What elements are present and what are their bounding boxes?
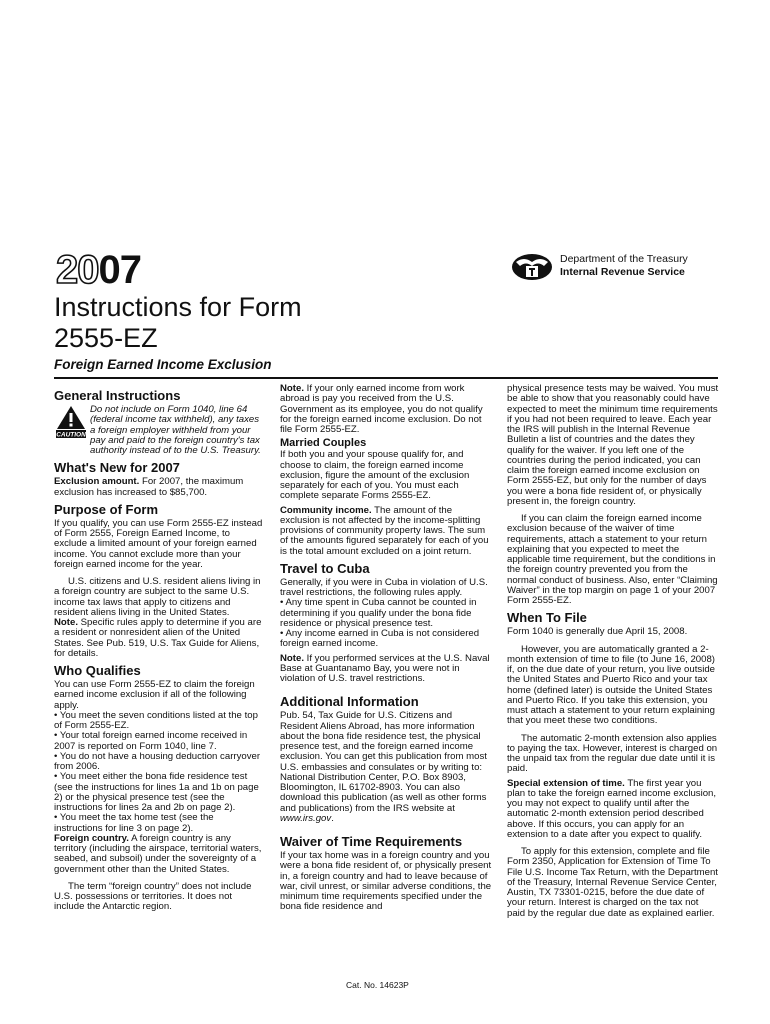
- additional-text: Pub. 54, Tax Guide for U.S. Citizens and Resident Aliens Abroad, has more information about the bona fide residence test, the physical presence test, and the foreign earned income exclusion. You can get this publication from most U.S. embassies and consulates or by writing to: National Distribution Center, P.O. Box 8903, Bloomington, IL 61702-8903. You can also download this publication (as well as other forms and publications) from the IRS website at www.irs.gov.: [280, 710, 487, 824]
- list-item: • Your total foreign earned income received in 2007 is reported on Form 1040, line 7.: [54, 730, 248, 752]
- foreign-country-note: The term “foreign country” does not include U.S. possessions or territories. It does not include the Antarctic region.: [54, 880, 252, 913]
- irs-eagle-logo-icon: [510, 252, 554, 282]
- list-item: • You meet either the bona fide residence test (see the instructions for lines 1a and 1b on page 2) or the physical presence test (see the instructions for lines 2a and 2b on page 2).: [54, 771, 259, 813]
- agency-department: Department of the Treasury: [560, 253, 688, 265]
- cuba-text: Generally, if you were in Cuba in violation of U.S. travel restrictions, the following rules apply.: [280, 576, 488, 598]
- waiver-text: If your tax home was in a foreign country and you were a bona fide resident of, or physically present in, a foreign country and had to leave because of war, civil unrest, or similar adverse conditions, the minimum time requirements specified under the bona fide residence and: [280, 850, 492, 913]
- header-rule: [54, 377, 718, 379]
- page-title: Instructions for Form 2555-EZ: [54, 292, 302, 353]
- waiver-statement: If you can claim the foreign earned income exclusion because of the waiver of time requirements, attach a statement to your return explaining that you expected to meet the applicable time requirement, but the conditions in the foreign country prevented you from the normal conduct of business. Also, enter “Claiming Waiver” in the top margin on page 1 of your 2007 Form 2555-EZ.: [507, 513, 718, 606]
- heading-married-couples: Married Couples: [280, 437, 367, 450]
- list-item: • You meet the tax home test (see the instructions for line 3 on page 2).: [54, 812, 214, 834]
- who-intro: You can use Form 2555-EZ to claim the foreign earned income exclusion if all of the following apply.: [54, 679, 255, 711]
- heading-whats-new: What's New for 2007: [54, 460, 180, 476]
- heading-waiver: Waiver of Time Requirements: [280, 834, 463, 849]
- column-3: [507, 384, 719, 919]
- heading-general-instructions: General Instructions: [54, 388, 181, 403]
- heading-purpose: Purpose of Form: [54, 501, 159, 517]
- heading-who-qualifies: Who Qualifies: [54, 663, 141, 678]
- list-item: • You do not have a housing deduction carryover from 2006.: [54, 750, 261, 772]
- married-text: If both you and your spouse qualify for, and choose to claim, the foreign earned income exclusion, figure the amount of the exclusion separately for each of you. You must each complete separate Forms 2555-EZ.: [280, 449, 470, 502]
- caution-text: Do not include on Form 1040, line 64 (federal income tax withheld), any taxes a foreign employer withheld from your pay and paid to the foreign country's tax authority instead of to the U.S. Treasury.: [90, 404, 261, 456]
- list-item: • You meet the seven conditions listed at the top of Form 2555-EZ.: [54, 709, 258, 731]
- waiver-continued: physical presence tests may be waived. You must be able to show that you reasonably could have expected to meet the minimum time requirements if you had not been required to leave. Each year the IRS will publish in the Internal Revenue Bulletin a list of countries and the dates they qualify for the waiver. If you left one of the countries during the period indicated, you can claim the foreign earned income exclusion on Form 2555-EZ, but only for the number of days you were a bona fide resident of, or physically present in, the foreign country.: [507, 383, 719, 507]
- column-1: [54, 384, 264, 913]
- apply-extension: To apply for this extension, complete and file Form 2350, Application for Extension of Time To File U.S. Income Tax Return, with the Department of the Treasury, Internal Revenue Service Center, Austin, TX 73301-0215, before the due date of your return. Interest is charged on the tax not paid by the regular due date as explained earlier.: [507, 846, 718, 919]
- when-text: Form 1040 is generally due April 15, 2008.: [507, 626, 688, 638]
- automatic-extension: However, you are automatically granted a 2-month extension of time to file (to June 16, 2008) if, on the due date of your return, you live outside the United States and Puerto Rico and your tax home (defined later) is outside the United States and Puerto Rico. If you take this extension, you must attach a statement to your return explaining that you meet these two conditions.: [507, 643, 715, 727]
- form-year: 2007: [56, 248, 141, 292]
- caution-label: CAUTION: [56, 431, 86, 439]
- purpose-paragraph-2: U.S. citizens and U.S. resident aliens living in a foreign country are subject to the same U.S. income tax laws that apply to citizens and resident aliens living in the United States.: [54, 576, 261, 618]
- agency-irs: Internal Revenue Service: [560, 266, 685, 278]
- heading-travel-to-cuba: Travel to Cuba: [280, 560, 370, 576]
- special-extension: Special extension of time. The first year you plan to take the foreign earned income exclusion, you may not expect to qualify until after the automatic 2-month extension period described above. If this occurs, you can apply for an extension to a date after you expect to qualify.: [507, 777, 717, 840]
- caution-note: [54, 405, 264, 456]
- foreign-country-definition: Foreign country. A foreign country is any territory (including the airspace, territorial waters, seabed, and subsoil) under the sovereignty of a government other than the United States.: [54, 832, 262, 875]
- catalog-number: Cat. No. 14623P: [346, 980, 409, 990]
- extension-payment: The automatic 2-month extension also applies to paying the tax. However, interest is charged on the unpaid tax from the regular due date until it is paid.: [507, 732, 718, 775]
- purpose-paragraph-1: If you qualify, you can use Form 2555-EZ instead of Form 2555, Foreign Earned Income, to exclude a limited amount of your foreign earned income. You cannot exclude more than your foreign earned income for the year.: [54, 517, 263, 570]
- page-subtitle: Foreign Earned Income Exclusion: [54, 357, 272, 372]
- resident-note: Note. Specific rules apply to determine if you are a resident or nonresident alien of the United States. See Pub. 519, U.S. Tax Guide for Aliens, for details.: [54, 617, 262, 659]
- list-item: • Any time spent in Cuba cannot be counted in determining if you qualify under the bona fide residence or physical presence test.: [280, 597, 477, 629]
- heading-additional-information: Additional Information: [280, 694, 419, 710]
- caution-icon: [56, 405, 86, 439]
- irs-website-link: www.irs.gov: [280, 812, 332, 824]
- government-pay-note: Note. If your only earned income from work abroad is pay you received from the U.S. Government as its employee, you do not qualify for the foreign earned income exclusion. Do not file Form 2555-EZ.: [280, 383, 483, 435]
- column-2: [280, 384, 492, 913]
- heading-when-to-file: When To File: [507, 610, 587, 626]
- list-item: • Any income earned in Cuba is not considered foreign earned income.: [280, 628, 480, 650]
- exclusion-amount: Exclusion amount. For 2007, the maximum exclusion has increased to $85,700.: [54, 476, 244, 498]
- guantanamo-note: Note. If you performed services at the U.S. Naval Base at Guantanamo Bay, you were not in violation of U.S. travel restrictions.: [280, 652, 490, 684]
- community-income: Community income. The amount of the exclusion is not affected by the income-splitting provisions of community property laws. The sum of the amounts figured separately for each of you is the total amount excluded on a joint return.: [280, 504, 489, 557]
